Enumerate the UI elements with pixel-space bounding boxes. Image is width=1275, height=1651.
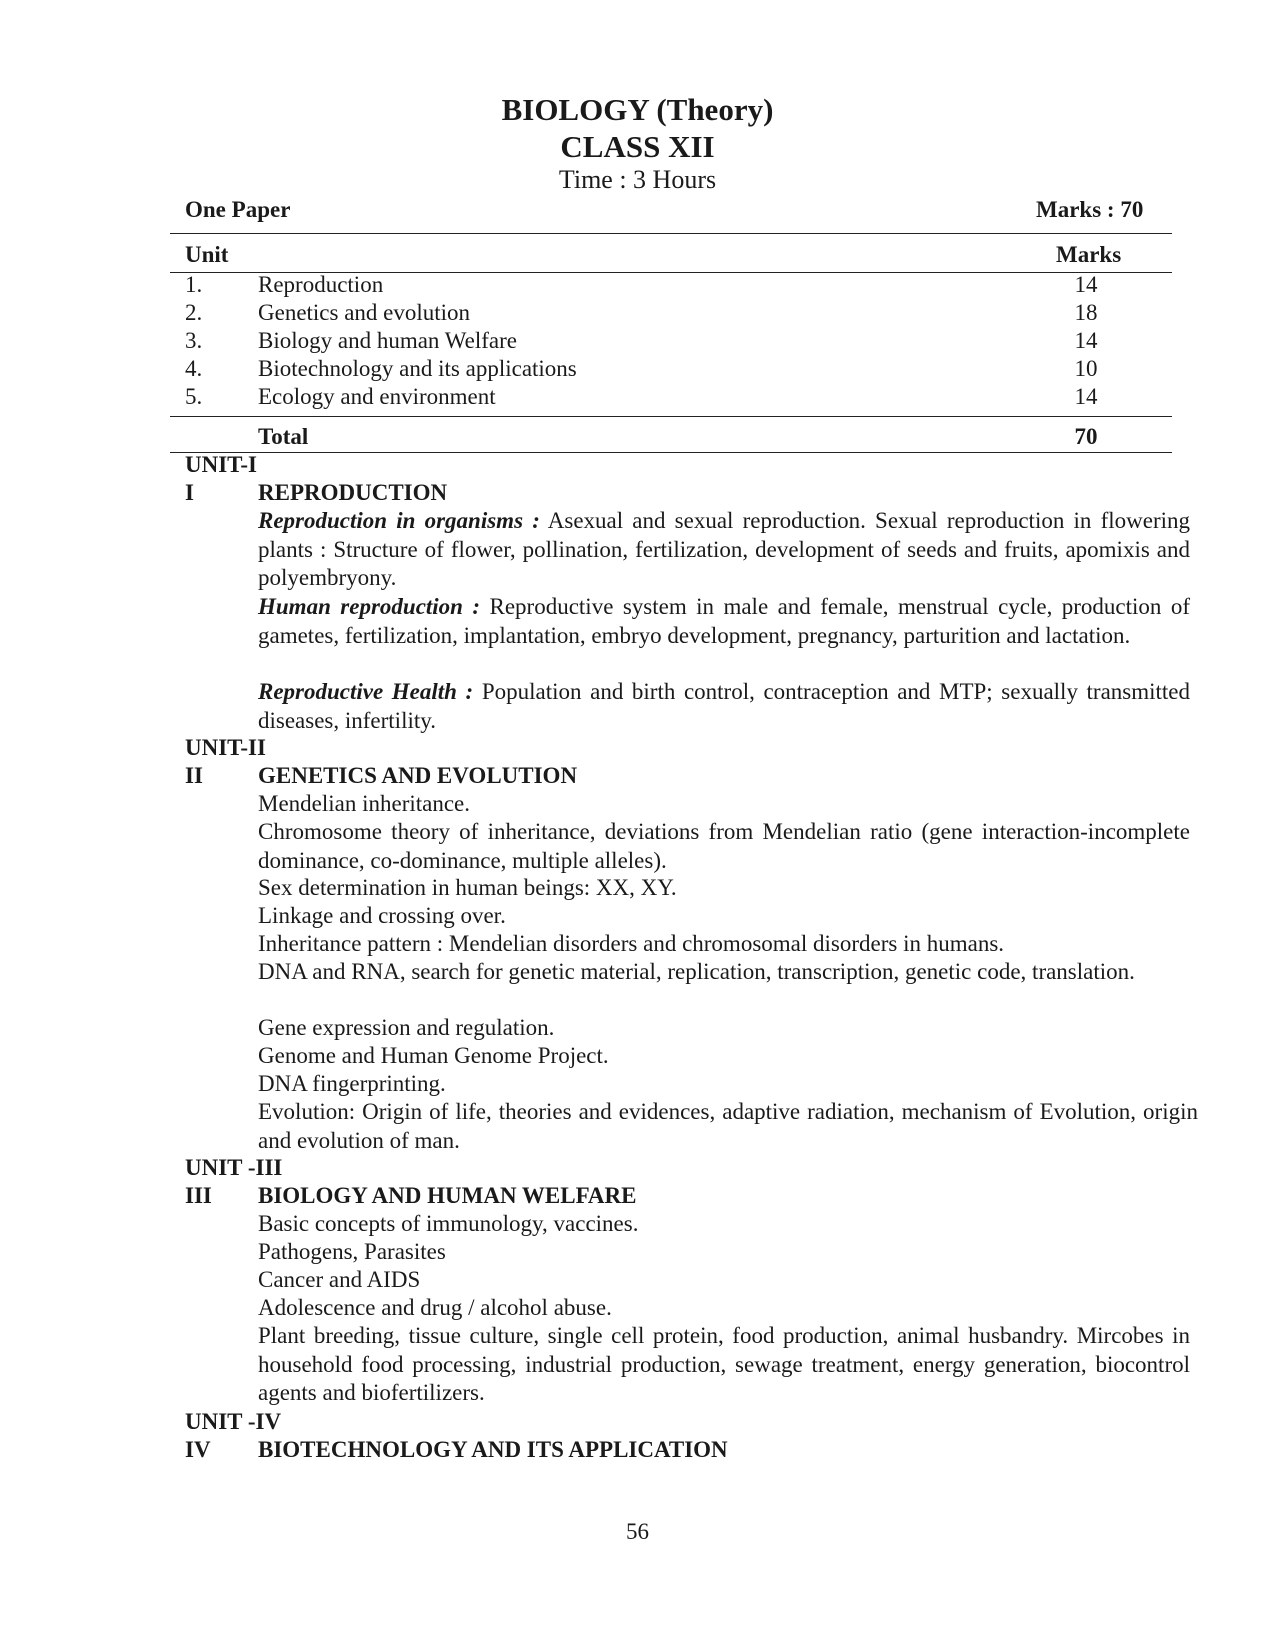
time-label: Time : 3 Hours (558, 165, 717, 194)
page-number: 56 (626, 1519, 649, 1544)
paragraph-reproduction-in-organisms (258, 507, 1190, 593)
list-item: Linkage and crossing over. (258, 903, 506, 928)
row-unit-name: Reproduction (258, 272, 384, 297)
total-value: 70 (1074, 424, 1098, 449)
topic-label: Reproductive Health : (258, 679, 474, 704)
unit-title: REPRODUCTION (258, 480, 448, 505)
unit-roman: II (185, 763, 203, 788)
row-number: 4. (185, 356, 203, 381)
list-item: Adolescence and drug / alcohol abuse. (258, 1295, 612, 1320)
paragraph-human-reproduction (258, 593, 1190, 650)
table-top-rule (170, 233, 1172, 234)
table-header-unit: Unit (185, 242, 229, 267)
table-bottom-rule (170, 452, 1172, 453)
list-item: Inheritance pattern : Mendelian disorders and chromosomal disorders in humans. (258, 931, 1005, 956)
total-label: Total (258, 424, 309, 449)
table-total-rule (170, 416, 1172, 417)
unit-heading: UNIT -III (185, 1155, 283, 1180)
table-header-marks: Marks (1056, 242, 1122, 267)
row-number: 2. (185, 300, 203, 325)
topic-text: Asexual and sexual reproduction. Sexual reproduction in flowering plants : Structure of flower, pollination, fertilization, development of seeds and fruits, apomixis and polyembryony. (258, 508, 1190, 590)
list-item: Chromosome theory of inheritance, deviations from Mendelian ratio (gene interaction-incomplete dominance, co-dominance, multiple alleles). (258, 819, 1190, 873)
list-item: DNA and RNA, search for genetic material, replication, transcription, genetic code, translation. (258, 959, 1135, 984)
list-item: DNA fingerprinting. (258, 1071, 446, 1096)
page-title: BIOLOGY (Theory) (501, 92, 774, 127)
unit-title: BIOTECHNOLOGY AND ITS APPLICATION (258, 1437, 728, 1462)
row-unit-name: Genetics and evolution (258, 300, 471, 325)
topic-label: Human reproduction : (258, 594, 481, 619)
topic-text: Population and birth control, contraception and MTP; sexually transmitted diseases, infertility. (258, 679, 1191, 733)
row-marks: 14 (1074, 272, 1098, 297)
class-title: CLASS XII (560, 129, 715, 164)
row-marks: 18 (1074, 300, 1098, 325)
list-item: Mendelian inheritance. (258, 791, 471, 816)
row-marks: 14 (1074, 328, 1098, 353)
list-item: Sex determination in human beings: XX, XY. (258, 875, 677, 900)
list-item: Gene expression and regulation. (258, 1015, 555, 1040)
row-number: 1. (185, 272, 203, 297)
unit-heading: UNIT -IV (185, 1409, 282, 1434)
list-item: Basic concepts of immunology, vaccines. (258, 1211, 639, 1236)
list-item: Pathogens, Parasites (258, 1239, 446, 1264)
list-item: Evolution: Origin of life, theories and evidences, adaptive radiation, mechanism of Evolution, origin and evolution of man. (258, 1099, 1198, 1153)
row-unit-name: Biology and human Welfare (258, 328, 517, 353)
unit-roman: III (185, 1183, 212, 1208)
unit-heading: UNIT-II (185, 735, 266, 760)
unit-title: GENETICS AND EVOLUTION (258, 763, 578, 788)
unit-roman: I (185, 480, 194, 505)
unit-roman: IV (185, 1437, 211, 1462)
row-unit-name: Biotechnology and its applications (258, 356, 577, 381)
list-item: Cancer and AIDS (258, 1267, 421, 1292)
topic-label: Reproduction in organisms : (258, 508, 540, 533)
row-marks: 14 (1074, 384, 1098, 409)
list-item: Plant breeding, tissue culture, single cell protein, food production, animal husbandry. Mircobes in household food processing, industrial production, sewage treatment, energy generation, biocontrol agents and biofertilizers. (258, 1323, 1190, 1405)
topic-text: Reproductive system in male and female, menstrual cycle, production of gametes, fertilization, implantation, embryo development, pregnancy, parturition and lactation. (258, 594, 1190, 648)
list-item: Genome and Human Genome Project. (258, 1043, 609, 1068)
unit-heading: UNIT-I (185, 452, 258, 477)
row-number: 5. (185, 384, 203, 409)
row-marks: 10 (1074, 356, 1098, 381)
row-unit-name: Ecology and environment (258, 384, 496, 409)
paragraph-reproductive-health (258, 678, 1190, 735)
unit-title: BIOLOGY AND HUMAN WELFARE (258, 1183, 637, 1208)
marks-total-label: Marks : 70 (1036, 197, 1144, 222)
row-number: 3. (185, 328, 203, 353)
paper-label: One Paper (185, 197, 291, 222)
